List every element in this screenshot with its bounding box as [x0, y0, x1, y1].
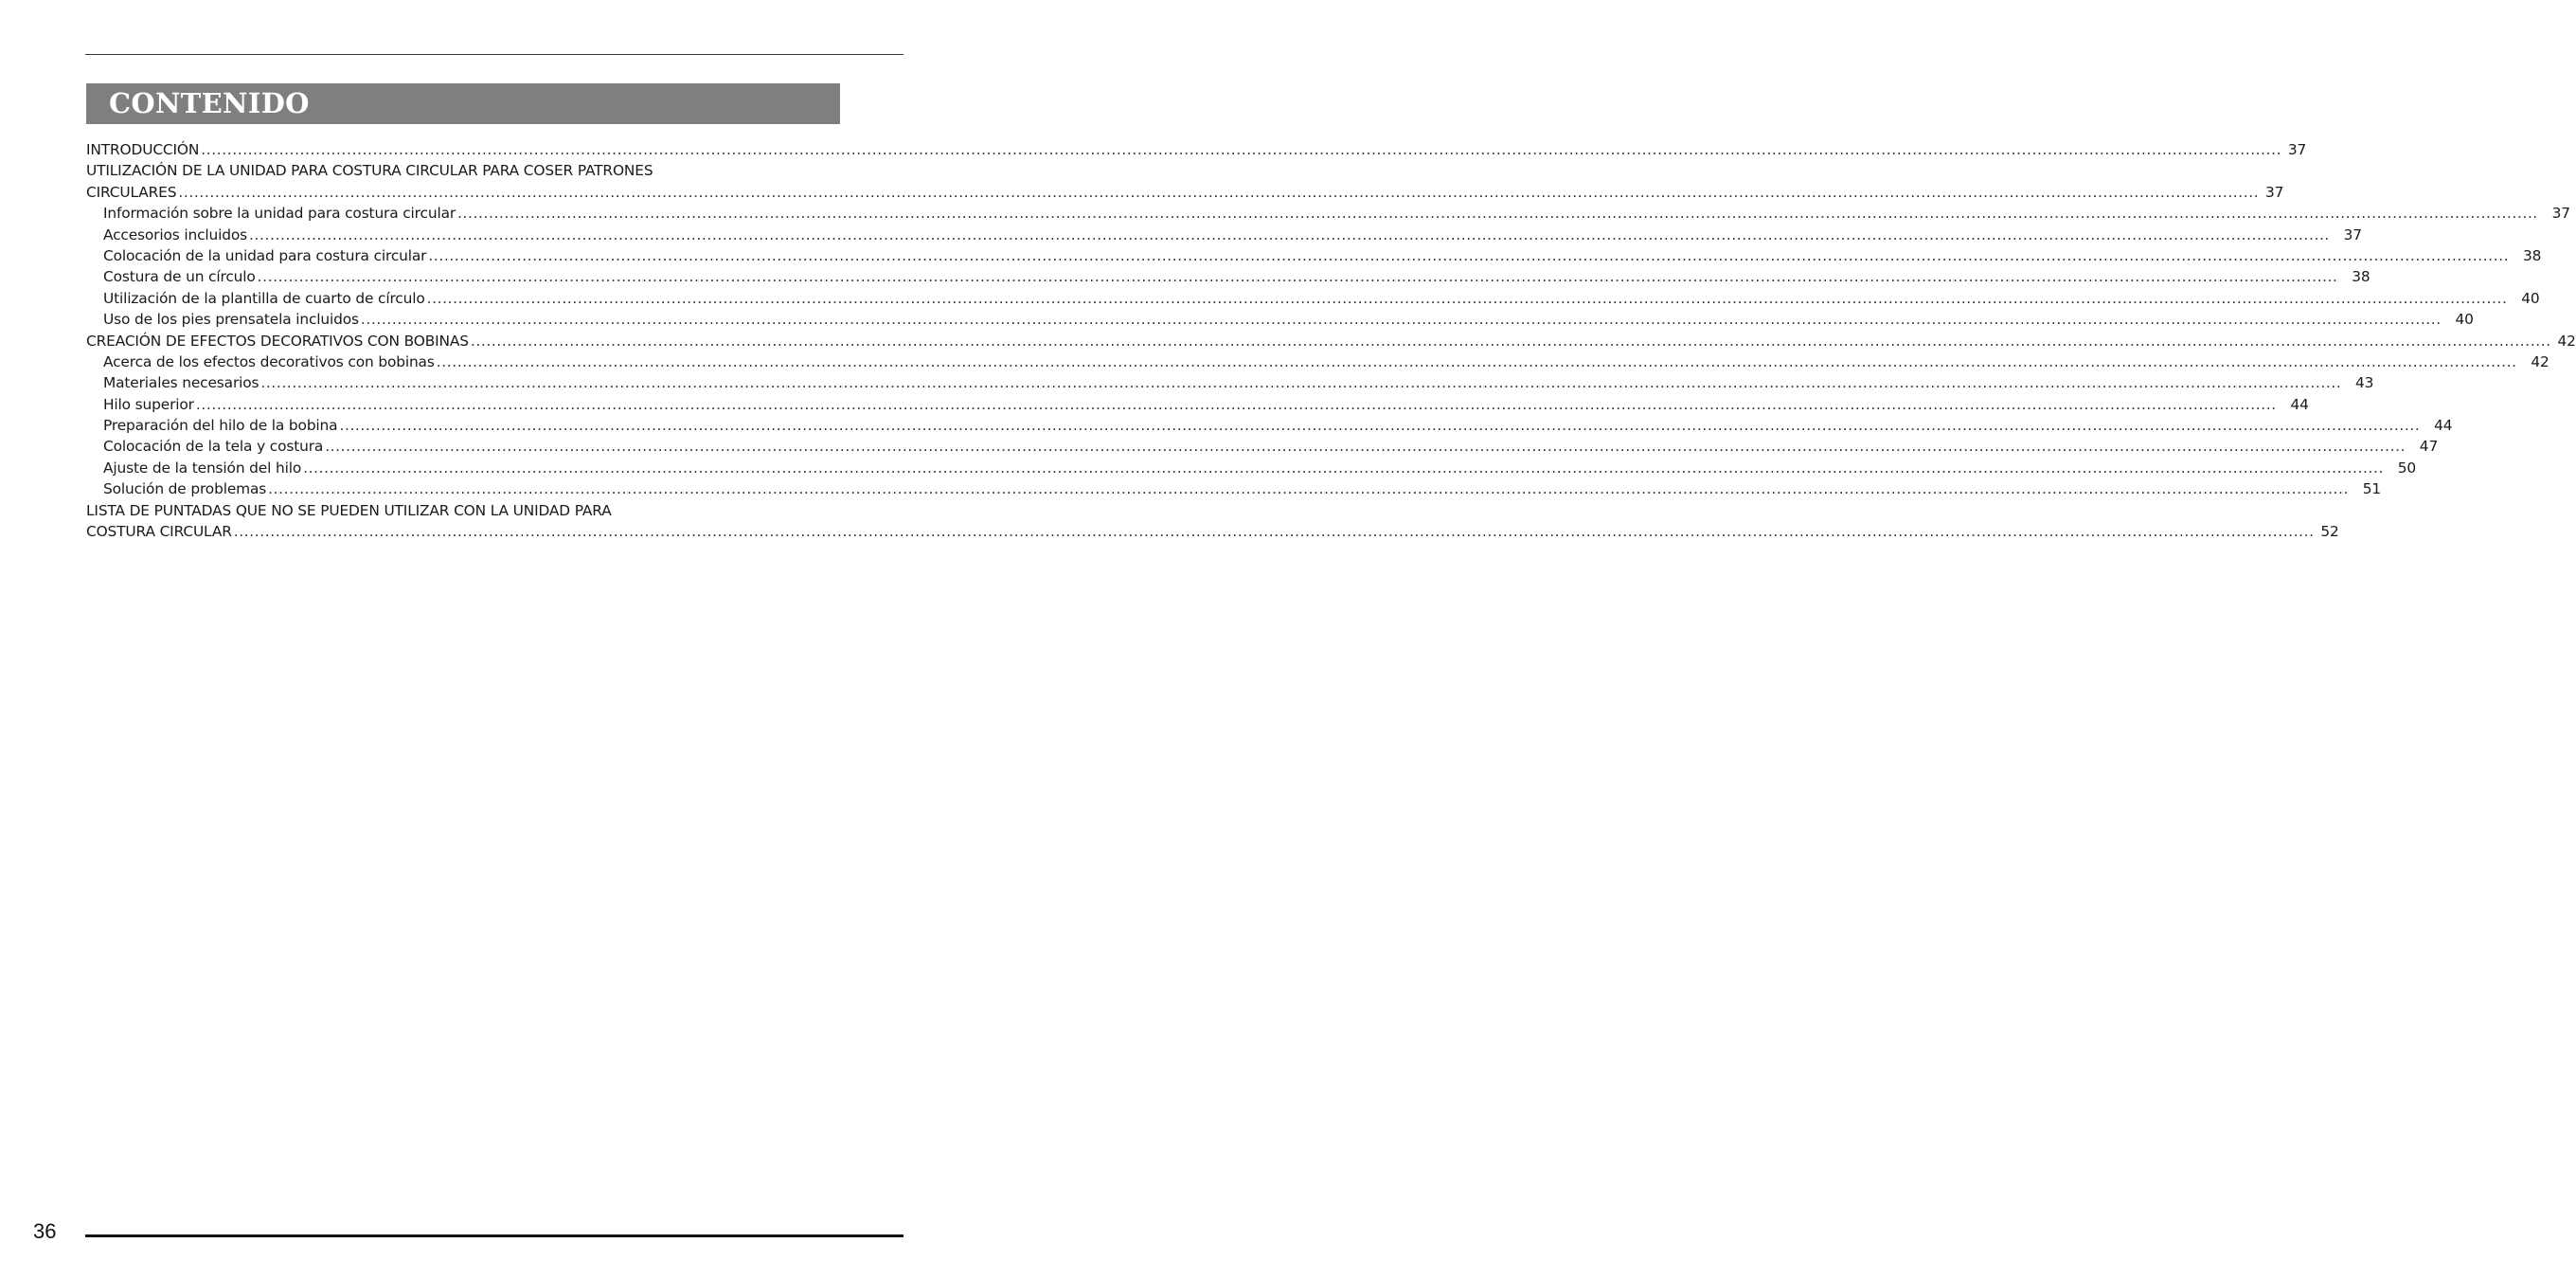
toc-entry-text: Ajuste de la tensión del hilo	[103, 459, 302, 477]
toc-entry-text: UTILIZACIÓN DE LA UNIDAD PARA COSTURA CIRCULAR PARA COSER PATRONES	[86, 162, 653, 180]
toc-subentry[interactable]	[86, 288, 2540, 309]
toc-entry-text: Uso de los pies prensatela incluidos	[103, 311, 359, 329]
toc-page-number: 40	[2521, 289, 2540, 307]
bottom-rule	[85, 1234, 903, 1237]
toc-entry[interactable]	[86, 160, 840, 181]
toc-subentry[interactable]	[86, 458, 2417, 478]
toc-leader-dots: ................................................................................................................................................................................................................................................................................................................................................................................................................	[426, 289, 2508, 307]
toc-page-number: 43	[2355, 374, 2374, 392]
toc-page-number: 50	[2397, 459, 2417, 477]
toc-leader-dots: ................................................................................................................................................................................................................................................................................................................................................................................................................	[428, 246, 2510, 264]
toc-subentry[interactable]	[86, 394, 2309, 415]
toc-entry-text: Información sobre la unidad para costura circular	[103, 205, 456, 223]
toc-page-number: 42	[2531, 352, 2549, 370]
toc-leader-dots: ................................................................................................................................................................................................................................................................................................................................................................................................................	[436, 352, 2517, 370]
toc-leader-dots: ................................................................................................................................................................................................................................................................................................................................................................................................................	[195, 395, 2277, 413]
toc-entry[interactable]	[86, 500, 840, 521]
toc-subentry[interactable]	[86, 372, 2374, 393]
toc-subentry[interactable]	[86, 203, 2570, 224]
toc-entry[interactable]	[86, 331, 2576, 351]
toc-subentry[interactable]	[86, 225, 2362, 245]
toc-page-number: 44	[2434, 417, 2453, 435]
title-bar	[86, 83, 840, 124]
toc-entry-text: COSTURA CIRCULAR	[86, 523, 232, 541]
toc-leader-dots: ................................................................................................................................................................................................................................................................................................................................................................................................................	[260, 374, 2342, 392]
page-title: CONTENIDO	[109, 87, 310, 119]
toc-page-number: 44	[2290, 395, 2309, 413]
toc-page-number: 37	[2551, 205, 2570, 223]
toc-leader-dots: ................................................................................................................................................................................................................................................................................................................................................................................................................	[325, 438, 2406, 456]
toc-entry-text: Hilo superior	[103, 395, 194, 413]
toc-leader-dots: ................................................................................................................................................................................................................................................................................................................................................................................................................	[457, 205, 2538, 223]
toc-leader-dots: ................................................................................................................................................................................................................................................................................................................................................................................................................	[178, 183, 2260, 201]
toc-subentry[interactable]	[86, 478, 2382, 499]
toc-entry-text: Materiales necesarios	[103, 374, 259, 392]
toc-page-number: 51	[2362, 480, 2382, 498]
toc-page-number: 38	[2522, 246, 2542, 264]
toc-subentry[interactable]	[86, 245, 2542, 266]
top-rule	[85, 54, 903, 55]
toc-page-number: 37	[2287, 141, 2307, 158]
toc-entry-text: INTRODUCCIÓN	[86, 141, 200, 158]
toc-page-number: 52	[2320, 523, 2339, 541]
toc-page-number: 47	[2419, 438, 2439, 456]
toc-entry-text: Colocación de la unidad para costura circular	[103, 246, 427, 264]
toc-entry-text: Accesorios incluidos	[103, 225, 248, 243]
toc-entry-text: LISTA DE PUNTADAS QUE NO SE PUEDEN UTILIZAR CON LA UNIDAD PARA	[86, 501, 612, 519]
toc-leader-dots: ................................................................................................................................................................................................................................................................................................................................................................................................................	[303, 459, 2385, 477]
toc-page-number: 40	[2455, 311, 2474, 329]
toc-leader-dots: ................................................................................................................................................................................................................................................................................................................................................................................................................	[339, 417, 2421, 435]
toc-leader-dots: ................................................................................................................................................................................................................................................................................................................................................................................................................	[470, 332, 2551, 350]
toc-subentry[interactable]	[86, 266, 2370, 287]
toc-entry-text: Costura de un círculo	[103, 268, 256, 286]
toc-entry-text: Acerca de los efectos decorativos con bobinas	[103, 352, 435, 370]
toc-subentry[interactable]	[86, 415, 2453, 436]
toc-page-number: 38	[2352, 268, 2370, 286]
toc-entry-text: Colocación de la tela y costura	[103, 438, 324, 456]
toc-page-number: 37	[2343, 225, 2362, 243]
toc-subentry[interactable]	[86, 436, 2439, 457]
toc-entry[interactable]	[86, 521, 2339, 542]
toc-leader-dots: ................................................................................................................................................................................................................................................................................................................................................................................................................	[360, 311, 2442, 329]
toc-leader-dots: ................................................................................................................................................................................................................................................................................................................................................................................................................	[201, 141, 2282, 158]
toc-leader-dots: ................................................................................................................................................................................................................................................................................................................................................................................................................	[257, 268, 2338, 286]
toc-subentry[interactable]	[86, 351, 2549, 372]
toc-entry-text: Preparación del hilo de la bobina	[103, 417, 338, 435]
toc-entry[interactable]	[86, 139, 2307, 160]
toc-entry-text: Solución de problemas	[103, 480, 267, 498]
toc-leader-dots: ................................................................................................................................................................................................................................................................................................................................................................................................................	[268, 480, 2350, 498]
toc-entry-text: CIRCULARES	[86, 183, 177, 201]
toc-entry-text: Utilización de la plantilla de cuarto de círculo	[103, 289, 425, 307]
toc-entry-text: CREACIÓN DE EFECTOS DECORATIVOS CON BOBINAS	[86, 332, 469, 350]
toc-page-number: 42	[2557, 332, 2576, 350]
toc-leader-dots: ................................................................................................................................................................................................................................................................................................................................................................................................................	[233, 523, 2315, 541]
toc-subentry[interactable]	[86, 309, 2474, 330]
table-of-contents	[86, 139, 2576, 542]
toc-entry[interactable]	[86, 182, 2284, 203]
toc-leader-dots: ................................................................................................................................................................................................................................................................................................................................................................................................................	[249, 225, 2330, 243]
toc-page-number: 37	[2264, 183, 2284, 201]
page-number: 36	[33, 1219, 57, 1243]
